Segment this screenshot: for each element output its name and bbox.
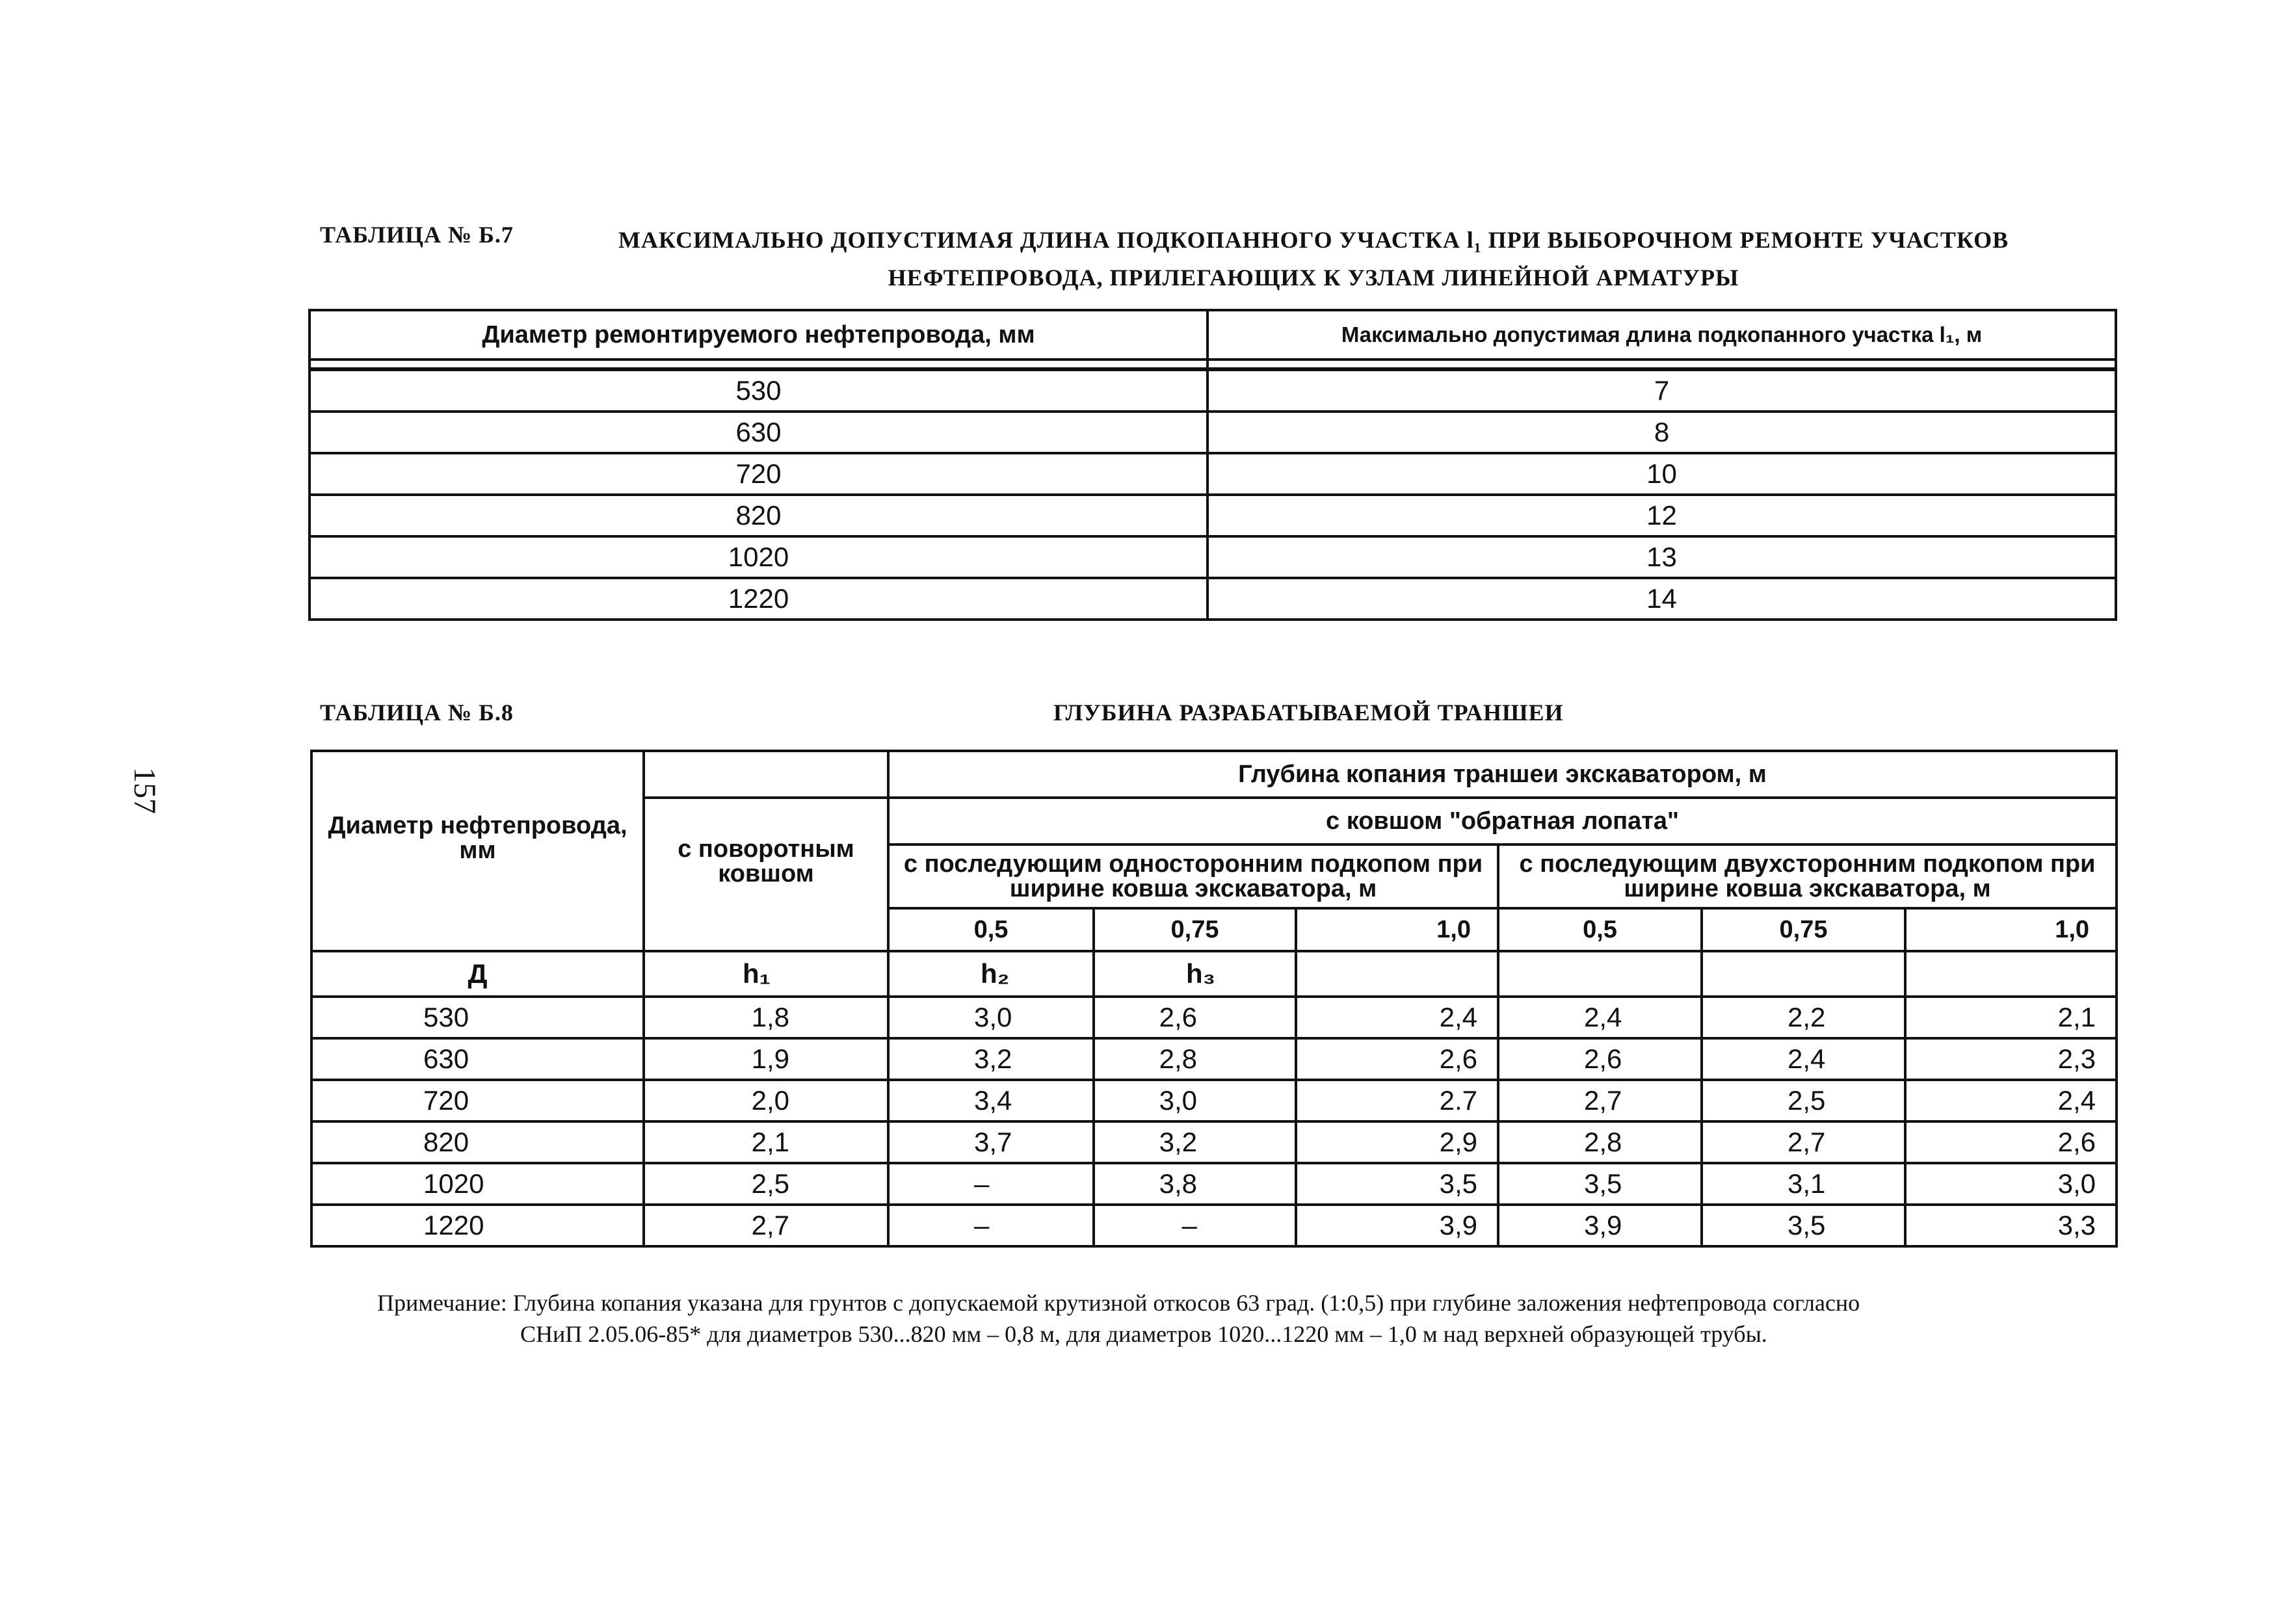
table-b8-cell: 2,8	[1094, 1038, 1296, 1080]
table-b7-cell-diameter: 530	[310, 369, 1207, 412]
table-b8-cell: 1020	[311, 1163, 644, 1205]
table-b8-width-cell: 0,5	[888, 908, 1094, 951]
table-b8-cell: 720	[311, 1080, 644, 1121]
table-b7-title-line1: МАКСИМАЛЬНО ДОПУСТИМАЯ ДЛИНА ПОДКОПАННОГО УЧАСТКА l₁ ПРИ ВЫБОРОЧНОМ РЕМОНТЕ УЧАСТКОВ	[618, 227, 2009, 253]
table-b8-width-cell: 1,0	[1296, 908, 1498, 951]
table-b7-cell-length: 12	[1207, 495, 2116, 536]
table-b7-cell-diameter: 1220	[310, 578, 1207, 620]
table-b7-cell-diameter: 820	[310, 495, 1207, 536]
table-b8-cell: 1,9	[644, 1038, 888, 1080]
table-b7-label: ТАБЛИЦА № Б.7	[320, 222, 514, 248]
table-b7-col1-header: Диаметр ремонтируемого нефтепровода, мм	[310, 310, 1207, 360]
table-b8-header-depth: Глубина копания траншеи экскаватором, м	[888, 751, 2117, 798]
table-b8-width-cell: 0,75	[1094, 908, 1296, 951]
table-b8-cell: 3,2	[1094, 1121, 1296, 1163]
table-b8-cell: 2,6	[1498, 1038, 1702, 1080]
table-b8-cell: 3,1	[1702, 1163, 1905, 1205]
table-b8-cell: 2,5	[644, 1163, 888, 1205]
table-b8-cell: 1220	[311, 1205, 644, 1246]
table-b8-cell: 3,0	[1094, 1080, 1296, 1121]
table-b7-cell-length: 10	[1207, 453, 2116, 495]
table-b8-cell: 2,6	[1296, 1038, 1498, 1080]
table-b8-cell: 2,0	[644, 1080, 888, 1121]
table-b8-cell: 3,5	[1702, 1205, 1905, 1246]
table-b8-cell: 3,5	[1498, 1163, 1702, 1205]
table-b7-cell-length: 7	[1207, 369, 2116, 412]
table-b7-col2-header: Максимально допустимая длина подкопанного участка l₁, м	[1207, 310, 2116, 360]
table-b8-header-rotary: с поворотным ковшом	[644, 798, 888, 951]
note-line1: Примечание: Глубина копания указана для грунтов с допускаемой крутизной откосов 63 град. (1:0,5) при глубине заложения нефтепровода согласно	[377, 1290, 1860, 1316]
table-b7-cell-diameter: 630	[310, 412, 1207, 453]
table-b8-width-cell: 0,5	[1498, 908, 1702, 951]
table-b8-symbol-cell	[1296, 951, 1498, 997]
table-b7-title	[588, 221, 2039, 296]
table-b8-cell: –	[888, 1163, 1094, 1205]
table-row	[311, 1080, 2117, 1121]
table-row	[311, 1163, 2117, 1205]
table-b8-cell: 3,5	[1296, 1163, 1498, 1205]
table-b7-header-row	[310, 310, 2116, 360]
table-b8-cell: 2,6	[1094, 997, 1296, 1038]
table-b7-cell-length: 13	[1207, 536, 2116, 578]
table-b8-header-diameter: Диаметр нефтепровода, мм	[311, 751, 644, 951]
table-b8-cell: 2,5	[1702, 1080, 1905, 1121]
table-b8-cell: 630	[311, 1038, 644, 1080]
table-b8-cell: 3,2	[888, 1038, 1094, 1080]
table-b8-symbol-cell: h₃	[1094, 951, 1296, 997]
table-row	[310, 536, 2116, 578]
table-row	[310, 369, 2116, 412]
table-b7-cell-length: 14	[1207, 578, 2116, 620]
table-b8-symbols-row	[311, 951, 2117, 997]
table-row	[311, 997, 2117, 1038]
table-b8-symbol-cell	[1702, 951, 1905, 997]
table-row	[310, 412, 2116, 453]
table-row	[310, 578, 2116, 620]
table-row	[310, 495, 2116, 536]
table-b8-cell: 2,9	[1296, 1121, 1498, 1163]
table-b8	[310, 750, 2118, 1248]
table-b8-cell: –	[1094, 1205, 1296, 1246]
page-number: 157	[127, 767, 162, 814]
table-b8-cell: 2,4	[1702, 1038, 1905, 1080]
table-b8-cell: 3,3	[1905, 1205, 2117, 1246]
table-b8-cell: 2,4	[1296, 997, 1498, 1038]
table-b8-cell: 2,2	[1702, 997, 1905, 1038]
table-row	[310, 453, 2116, 495]
table-b8-cell: 2,3	[1905, 1038, 2117, 1080]
table-b8-cell: 2,7	[1702, 1121, 1905, 1163]
table-b8-title: ГЛУБИНА РАЗРАБАТЫВАЕМОЙ ТРАНШЕИ	[1053, 700, 1564, 726]
table-b8-symbol-cell	[1498, 951, 1702, 997]
table-b8-cell: 2,1	[644, 1121, 888, 1163]
table-b7-cell-diameter: 720	[310, 453, 1207, 495]
table-b8-header-backhoe: с ковшом "обратная лопата"	[888, 798, 2117, 845]
table-b8-header-one-side: с последующим односторонним подкопом при ширине ковша экскаватора, м	[888, 845, 1498, 908]
table-b8-cell: 3,9	[1498, 1205, 1702, 1246]
table-row	[311, 1121, 2117, 1163]
table-b8-cell: 820	[311, 1121, 644, 1163]
table-row	[311, 1038, 2117, 1080]
table-b8-symbol-cell: h₂	[888, 951, 1094, 997]
table-b8-symbol-cell: Д	[311, 951, 644, 997]
table-b8-symbol-cell: h₁	[644, 951, 888, 997]
table-b7	[308, 309, 2117, 621]
table-b8-cell: 530	[311, 997, 644, 1038]
table-b8-header-two-side: с последующим двухсторонним подкопом при ширине ковша экскаватора, м	[1498, 845, 2117, 908]
table-b8-cell: 2,6	[1905, 1121, 2117, 1163]
table-b8-header-blank	[644, 751, 888, 798]
table-b8-cell: 3,4	[888, 1080, 1094, 1121]
table-b8-width-cell: 0,75	[1702, 908, 1905, 951]
table-b8-cell: 2,4	[1905, 1080, 2117, 1121]
table-b7-cell-diameter: 1020	[310, 536, 1207, 578]
table-b7-cell-length: 8	[1207, 412, 2116, 453]
table-row	[311, 1205, 2117, 1246]
table-b8-cell: 3,0	[888, 997, 1094, 1038]
table-b8-cell: 2.7	[1296, 1080, 1498, 1121]
table-b8-cell: 2,4	[1498, 997, 1702, 1038]
table-b8-label: ТАБЛИЦА № Б.8	[320, 700, 514, 726]
table-b8-cell: 3,8	[1094, 1163, 1296, 1205]
table-b8-cell: 2,1	[1905, 997, 2117, 1038]
table-b8-note	[377, 1287, 2003, 1350]
table-b8-cell: 1,8	[644, 997, 888, 1038]
table-b8-cell: 2,8	[1498, 1121, 1702, 1163]
table-b7-title-line2: НЕФТЕПРОВОДА, ПРИЛЕГАЮЩИХ К УЗЛАМ ЛИНЕЙНОЙ АРМАТУРЫ	[888, 265, 1739, 291]
table-b8-width-cell: 1,0	[1905, 908, 2117, 951]
table-b8-cell: 3,9	[1296, 1205, 1498, 1246]
table-b8-cell: 2,7	[644, 1205, 888, 1246]
table-b7-separator	[310, 360, 2116, 369]
note-line2: СНиП 2.05.06-85* для диаметров 530...820 мм – 0,8 м, для диаметров 1020...1220 мм – 1,0 м над верхней образующей трубы.	[520, 1321, 1767, 1347]
table-b8-cell: –	[888, 1205, 1094, 1246]
table-b8-cell: 3,7	[888, 1121, 1094, 1163]
table-b8-symbol-cell	[1905, 951, 2117, 997]
table-b8-cell: 3,0	[1905, 1163, 2117, 1205]
table-b8-cell: 2,7	[1498, 1080, 1702, 1121]
